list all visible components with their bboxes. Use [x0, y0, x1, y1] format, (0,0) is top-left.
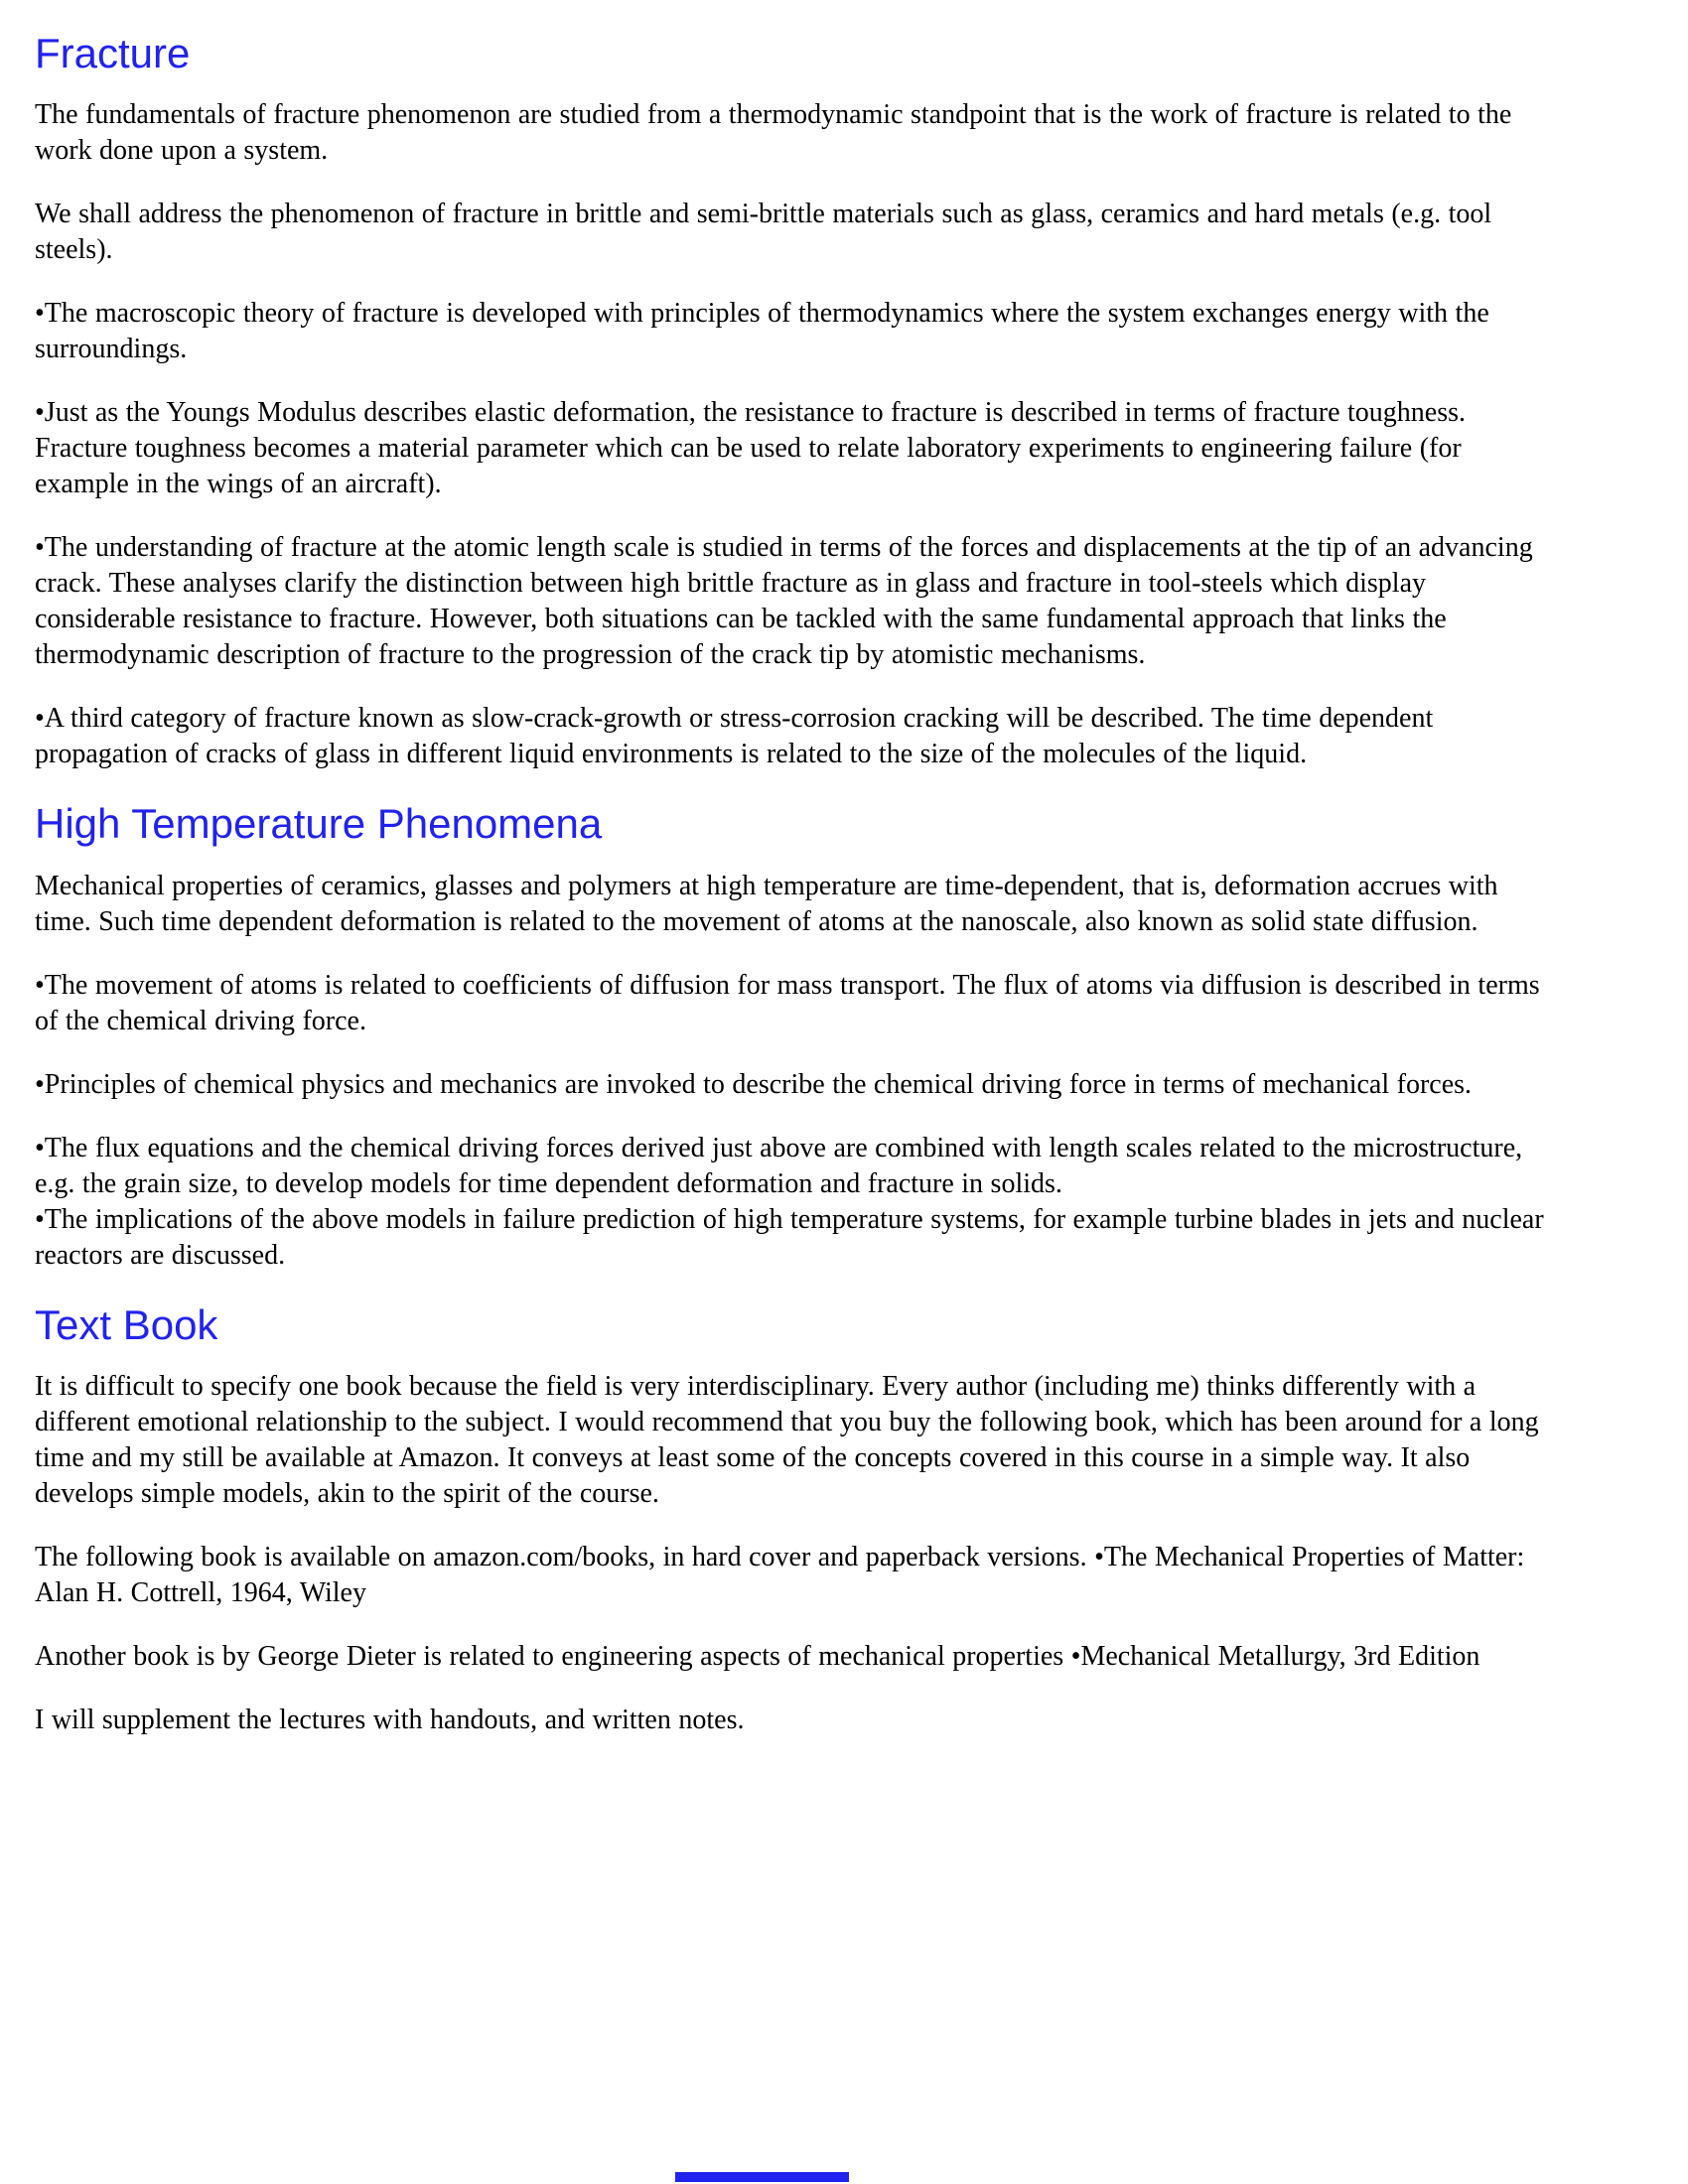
section-high-temperature-phenomena: [35, 800, 1559, 1273]
bullet-paragraph: •The macroscopic theory of fracture is developed with principles of thermodynamics where the system exchanges energy with the surroundings.: [35, 298, 1489, 365]
text-book-heading: Text Book: [35, 1300, 218, 1348]
paragraph: Another book is by George Dieter is related to engineering aspects of mechanical properties •Mechanical Metallurgy, 3rd Edition: [35, 1640, 1480, 1672]
bullet-paragraph: •Just as the Youngs Modulus describes elastic deformation, the resistance to fracture is described in terms of fracture toughness. Fracture toughness becomes a material parameter which can be used to relate laboratory experiments to engineering failure (for example in the wings of an aircraft).: [35, 397, 1467, 500]
bottom-highlight-bar: [675, 2172, 849, 2182]
paragraph: Mechanical properties of ceramics, glasses and polymers at high temperature are time-dependent, that is, deformation accrues with time. Such time dependent deformation is related to the movement of atoms at the nanoscale, also known as solid state diffusion.: [35, 870, 1498, 937]
paragraph: The following book is available on amazon.com/books, in hard cover and paperback versions. •The Mechanical Properties of Matter: Alan H. Cottrell, 1964, Wiley: [35, 1541, 1525, 1608]
paragraph: The fundamentals of fracture phenomenon are studied from a thermodynamic standpoint that is the work of fracture is related to the work done upon a system.: [35, 99, 1512, 167]
bullet-paragraph: •The movement of atoms is related to coefficients of diffusion for mass transport. The flux of atoms via diffusion is described in terms of the chemical driving force.: [35, 969, 1540, 1036]
bullet-paragraph: •The flux equations and the chemical driving forces derived just above are combined with length scales related to the microstructure, e.g. the grain size, to develop models for time dependent deformation and fracture in solids.: [35, 1132, 1523, 1199]
section-fracture: [35, 30, 1559, 772]
bullet-paragraph: •Principles of chemical physics and mechanics are invoked to describe the chemical driving force in terms of mechanical forces.: [35, 1068, 1473, 1100]
high-temperature-heading: High Temperature Phenomena: [35, 800, 603, 848]
bullet-paragraph: •A third category of fracture known as slow-crack-growth or stress-corrosion cracking will be described. The time dependent propagation of cracks of glass in different liquid environments is related to the size of the molecules of the liquid.: [35, 703, 1434, 770]
paragraph: We shall address the phenomenon of fracture in brittle and semi-brittle materials such as glass, ceramics and hard metals (e.g. tool steels).: [35, 199, 1492, 266]
paragraph: I will supplement the lectures with handouts, and written notes.: [35, 1704, 745, 1735]
section-text-book: [35, 1301, 1559, 1738]
bullet-paragraph: •The implications of the above models in failure prediction of high temperature systems, for example turbine blades in jets and nuclear reactors are discussed.: [35, 1203, 1544, 1271]
paragraph: It is difficult to specify one book because the field is very interdisciplinary. Every author (including me) thinks differently with a different emotional relationship to the subject. I would recommend that you buy the following book, which has been around for a long time and my still be available at Amazon. It conveys at least some of the concepts covered in this course in a simple way. It also develops simple models, akin to the spirit of the course.: [35, 1370, 1539, 1509]
bullet-paragraph: •The understanding of fracture at the atomic length scale is studied in terms of the forces and displacements at the tip of an advancing crack. These analyses clarify the distinction between high brittle fracture as in glass and fracture in tool-steels which display considerable resistance to fracture. However, both situations can be tackled with the same fundamental approach that links the thermodynamic description of fracture to the progression of the crack tip by atomistic mechanisms.: [35, 532, 1533, 671]
fracture-heading: Fracture: [35, 30, 191, 76]
